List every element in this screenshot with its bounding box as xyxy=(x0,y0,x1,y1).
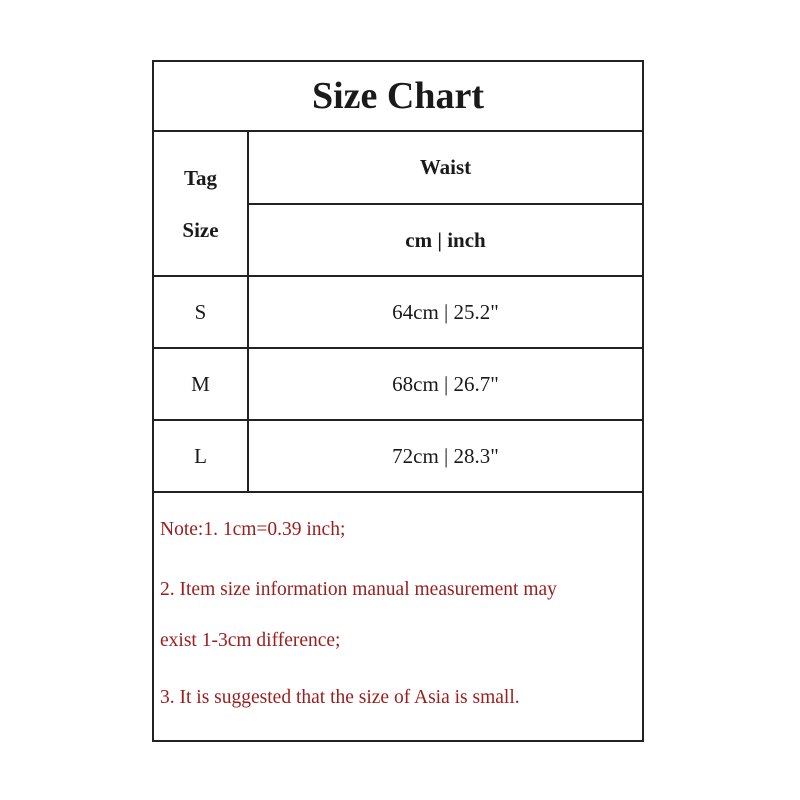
size-cell: S xyxy=(154,277,249,347)
note-line: 2. Item size information manual measurement may xyxy=(160,579,557,600)
tag-size-header xyxy=(154,132,249,277)
note-line: exist 1-3cm difference; xyxy=(160,630,341,651)
table-row xyxy=(154,277,642,349)
note-line: 3. It is suggested that the size of Asia is small. xyxy=(160,687,520,708)
tag-size-header-line1: Tag xyxy=(183,165,218,190)
size-cell: L xyxy=(154,421,249,491)
waist-cell: 68cm | 26.7" xyxy=(392,371,499,396)
size-chart-table xyxy=(152,60,644,742)
units-header: cm | inch xyxy=(249,205,642,277)
waist-cell: 64cm | 25.2" xyxy=(392,299,499,324)
table-row xyxy=(154,349,642,421)
tag-size-header-line2: Size xyxy=(182,217,219,242)
table-row xyxy=(154,421,642,493)
chart-title: Size Chart xyxy=(154,62,642,132)
waist-header: Waist xyxy=(249,132,642,205)
waist-cell: 72cm | 28.3" xyxy=(392,443,499,468)
note-line: Note:1. 1cm=0.39 inch; xyxy=(160,519,346,540)
size-cell: M xyxy=(154,349,249,419)
